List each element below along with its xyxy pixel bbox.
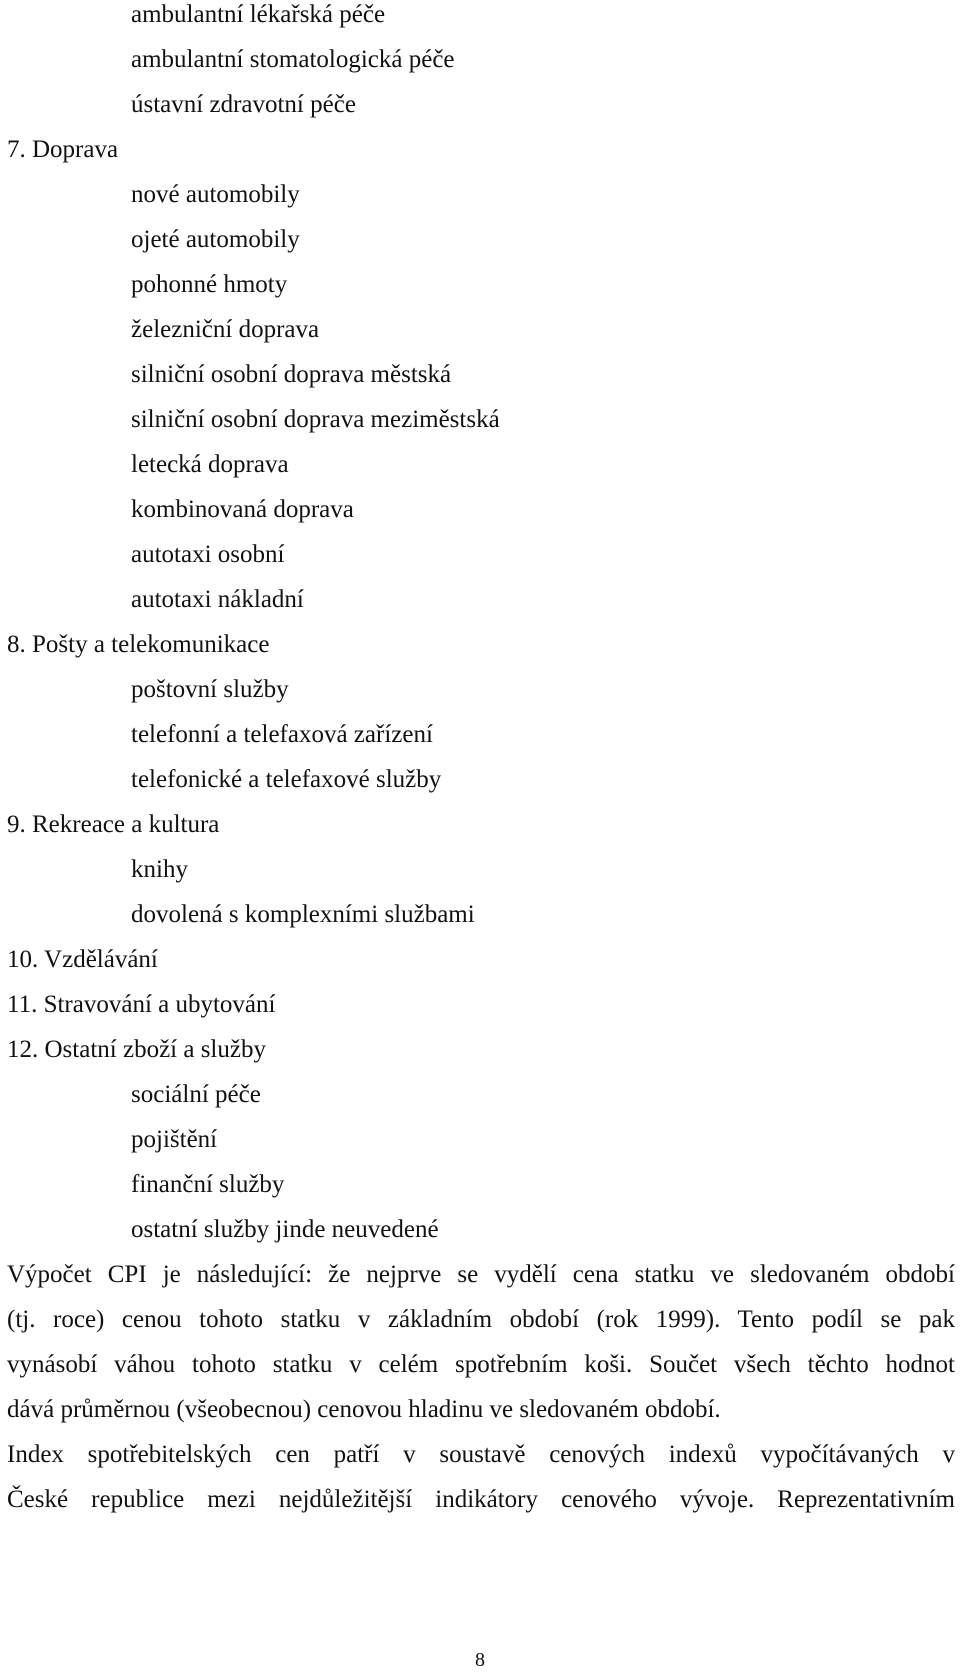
list-item: pohonné hmoty bbox=[131, 271, 288, 298]
list-item: silniční osobní doprava městská bbox=[131, 361, 452, 388]
paragraph-line: vynásobí váhou tohoto statku v celém spotřebním koši. Součet všech těchto hodnot bbox=[7, 1351, 955, 1378]
list-item: dovolená s komplexními službami bbox=[131, 901, 475, 928]
section-heading: 11. Stravování a ubytování bbox=[7, 991, 276, 1018]
list-item: letecká doprava bbox=[131, 451, 289, 478]
list-item: knihy bbox=[131, 856, 188, 883]
list-item: poštovní služby bbox=[131, 676, 289, 703]
list-item: ambulantní lékařská péče bbox=[131, 1, 386, 28]
section-heading: 8. Pošty a telekomunikace bbox=[7, 631, 270, 658]
paragraph-line: (tj. roce) cenou tohoto statku v základním období (rok 1999). Tento podíl se pak bbox=[7, 1306, 955, 1333]
list-item: ambulantní stomatologická péče bbox=[131, 46, 455, 73]
list-item: kombinovaná doprava bbox=[131, 496, 354, 523]
list-item: ústavní zdravotní péče bbox=[131, 91, 356, 118]
list-item: autotaxi osobní bbox=[131, 541, 285, 568]
section-heading: 9. Rekreace a kultura bbox=[7, 811, 220, 838]
paragraph-line: České republice mezi nejdůležitější indikátory cenového vývoje. Reprezentativním bbox=[7, 1486, 955, 1513]
page-number: 8 bbox=[475, 1649, 485, 1671]
list-item: pojištění bbox=[131, 1126, 218, 1153]
list-item: telefonické a telefaxové služby bbox=[131, 766, 442, 793]
list-item: sociální péče bbox=[131, 1081, 261, 1108]
list-item: autotaxi nákladní bbox=[131, 586, 304, 613]
section-heading: 7. Doprava bbox=[7, 136, 119, 163]
list-item: finanční služby bbox=[131, 1171, 285, 1198]
section-heading: 12. Ostatní zboží a služby bbox=[7, 1036, 266, 1063]
paragraph-line: dává průměrnou (všeobecnou) cenovou hladinu ve sledovaném období. bbox=[7, 1396, 721, 1423]
list-item: telefonní a telefaxová zařízení bbox=[131, 721, 433, 748]
paragraph-line: Index spotřebitelských cen patří v soustavě cenových indexů vypočítávaných v bbox=[7, 1441, 955, 1468]
list-item: ojeté automobily bbox=[131, 226, 300, 253]
list-item: silniční osobní doprava meziměstská bbox=[131, 406, 500, 433]
section-heading: 10. Vzdělávání bbox=[7, 946, 158, 973]
list-item: nové automobily bbox=[131, 181, 300, 208]
paragraph-line: Výpočet CPI je následující: že nejprve se vydělí cena statku ve sledovaném období bbox=[7, 1261, 955, 1288]
list-item: ostatní služby jinde neuvedené bbox=[131, 1216, 439, 1243]
list-item: železniční doprava bbox=[131, 316, 320, 343]
